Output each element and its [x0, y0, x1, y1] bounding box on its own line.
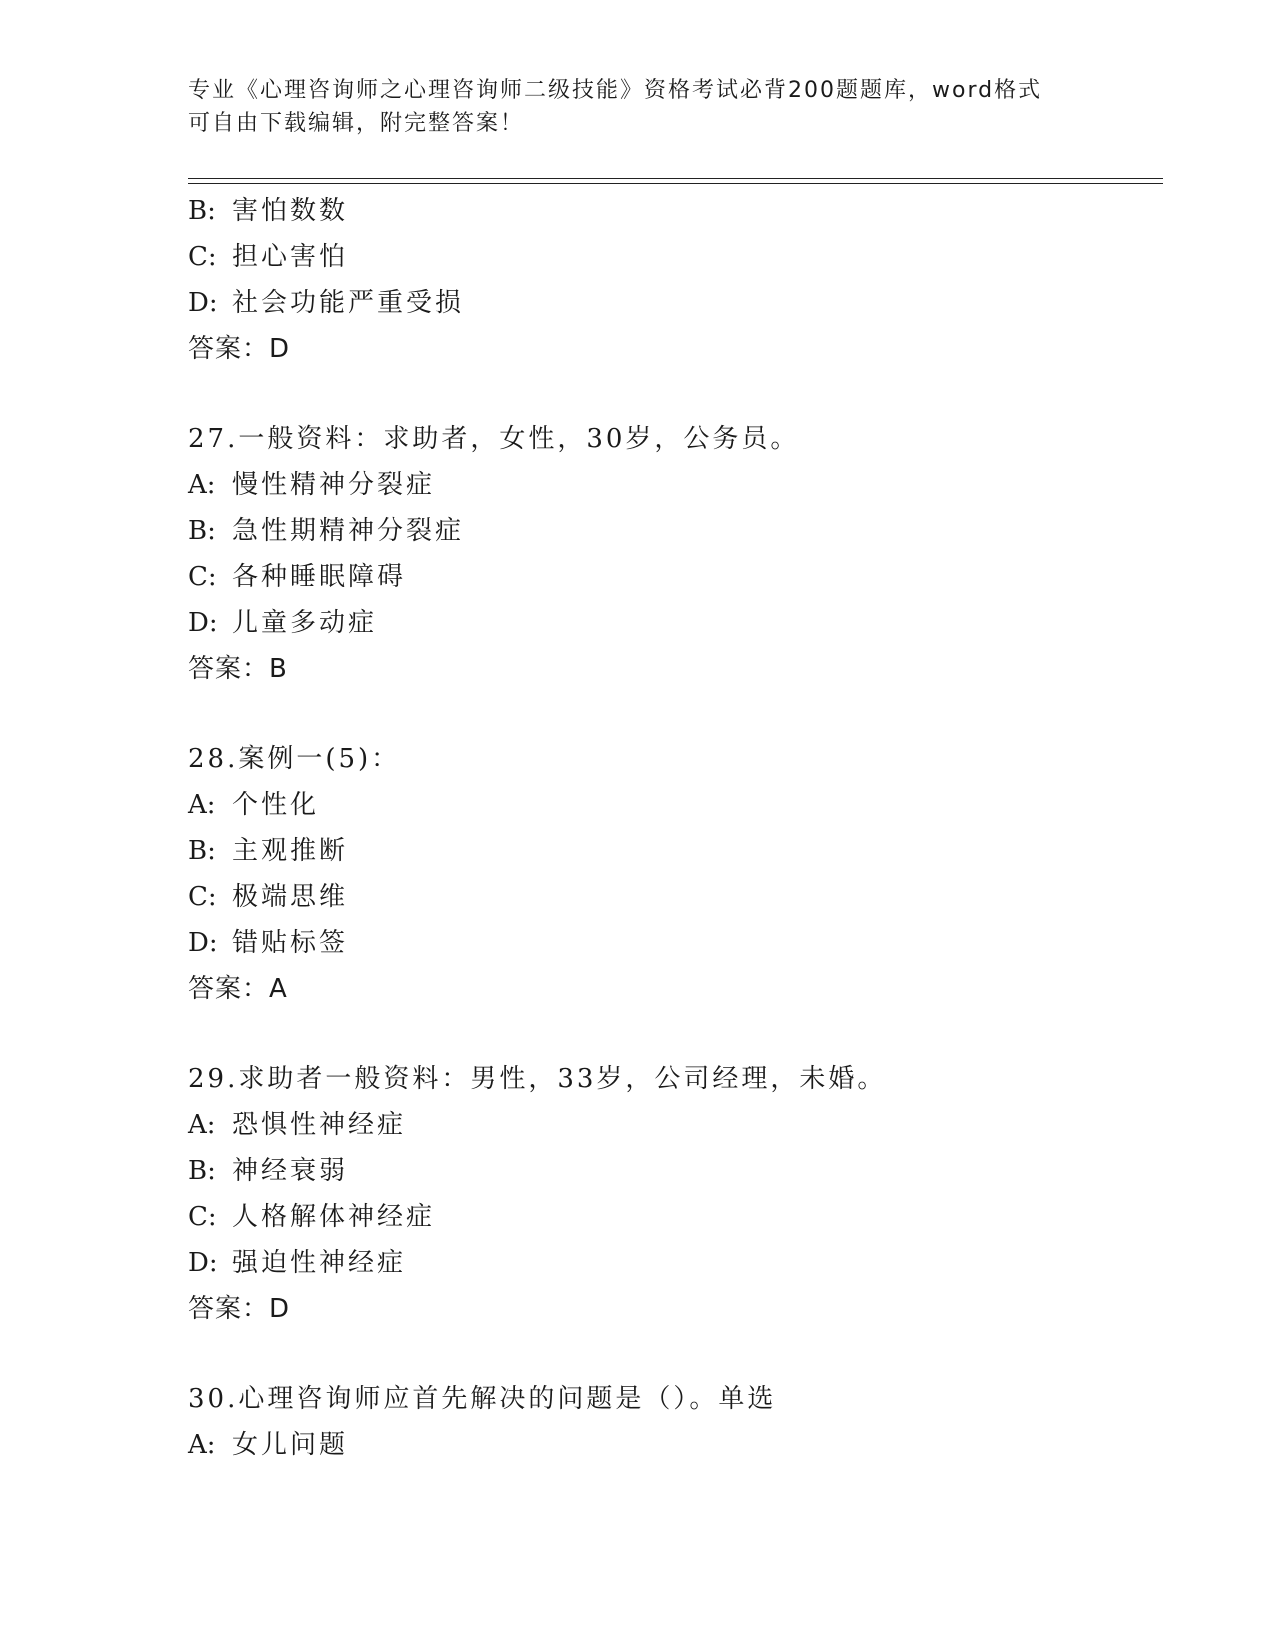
option-key: C: [188, 562, 217, 592]
option-b [188, 508, 1138, 554]
option-a [188, 462, 1138, 508]
option-key: A: [188, 470, 216, 500]
option-text: 主观推断 [232, 836, 349, 866]
question-block-27 [188, 416, 1138, 692]
question-content [188, 188, 1138, 1468]
header-line-1: 专业《心理咨询师之心理咨询师二级技能》资格考试必背200题题库，word格式 [188, 78, 1043, 103]
option-text: 社会功能严重受损 [232, 288, 465, 318]
option-c [188, 1194, 1138, 1240]
header-divider-bottom [188, 183, 1163, 184]
option-a [188, 1422, 1138, 1468]
option-a [188, 782, 1138, 828]
question-block-29 [188, 1056, 1138, 1332]
option-key: A: [188, 1110, 216, 1140]
option-a [188, 1102, 1138, 1148]
option-key: B: [188, 196, 216, 226]
option-text: 各种睡眠障碍 [232, 562, 407, 592]
option-key: A: [188, 790, 216, 820]
option-b [188, 188, 1138, 234]
option-b [188, 828, 1138, 874]
option-text: 人格解体神经症 [232, 1202, 436, 1232]
document-header [188, 74, 1088, 140]
option-key: B: [188, 516, 216, 546]
answer-line: 答案：D [188, 1294, 291, 1324]
spacer [188, 692, 1138, 736]
option-text: 儿童多动症 [232, 608, 378, 638]
spacer [188, 372, 1138, 416]
option-key: C: [188, 882, 217, 912]
option-text: 担心害怕 [232, 242, 349, 272]
question-stem: 27.一般资料：求助者，女性，30岁，公务员。 [188, 424, 800, 454]
question-block-28 [188, 736, 1138, 1012]
option-c [188, 234, 1138, 280]
option-key: D: [188, 608, 218, 638]
header-line-2: 可自由下载编辑，附完整答案！ [188, 111, 525, 136]
option-key: A: [188, 1430, 216, 1460]
option-c [188, 554, 1138, 600]
option-text: 强迫性神经症 [232, 1248, 407, 1278]
spacer [188, 1332, 1138, 1376]
option-b [188, 1148, 1138, 1194]
option-text: 急性期精神分裂症 [232, 516, 465, 546]
option-key: D: [188, 928, 218, 958]
option-text: 害怕数数 [232, 196, 349, 226]
option-d [188, 920, 1138, 966]
question-stem: 28.案例一(5)： [188, 744, 401, 774]
option-key: C: [188, 242, 217, 272]
option-key: B: [188, 836, 216, 866]
question-block-30 [188, 1376, 1138, 1468]
option-d [188, 280, 1138, 326]
option-key: D: [188, 288, 218, 318]
option-key: B: [188, 1156, 216, 1186]
question-stem: 29.求助者一般资料：男性，33岁，公司经理，未婚。 [188, 1064, 887, 1094]
option-text: 慢性精神分裂症 [232, 470, 436, 500]
option-text: 女儿问题 [232, 1430, 349, 1460]
answer-line: 答案：B [188, 654, 288, 684]
option-text: 个性化 [232, 790, 320, 820]
option-text: 错贴标签 [232, 928, 349, 958]
option-text: 恐惧性神经症 [232, 1110, 407, 1140]
option-text: 极端思维 [232, 882, 349, 912]
answer-line: 答案：D [188, 334, 291, 364]
option-key: C: [188, 1202, 217, 1232]
question-stem: 30.心理咨询师应首先解决的问题是（）。单选 [188, 1384, 777, 1414]
option-c [188, 874, 1138, 920]
option-d [188, 600, 1138, 646]
header-divider-top [188, 178, 1163, 179]
question-block-partial [188, 188, 1138, 372]
option-key: D: [188, 1248, 218, 1278]
answer-line: 答案：A [188, 974, 288, 1004]
option-text: 神经衰弱 [232, 1156, 349, 1186]
spacer [188, 1012, 1138, 1056]
option-d [188, 1240, 1138, 1286]
